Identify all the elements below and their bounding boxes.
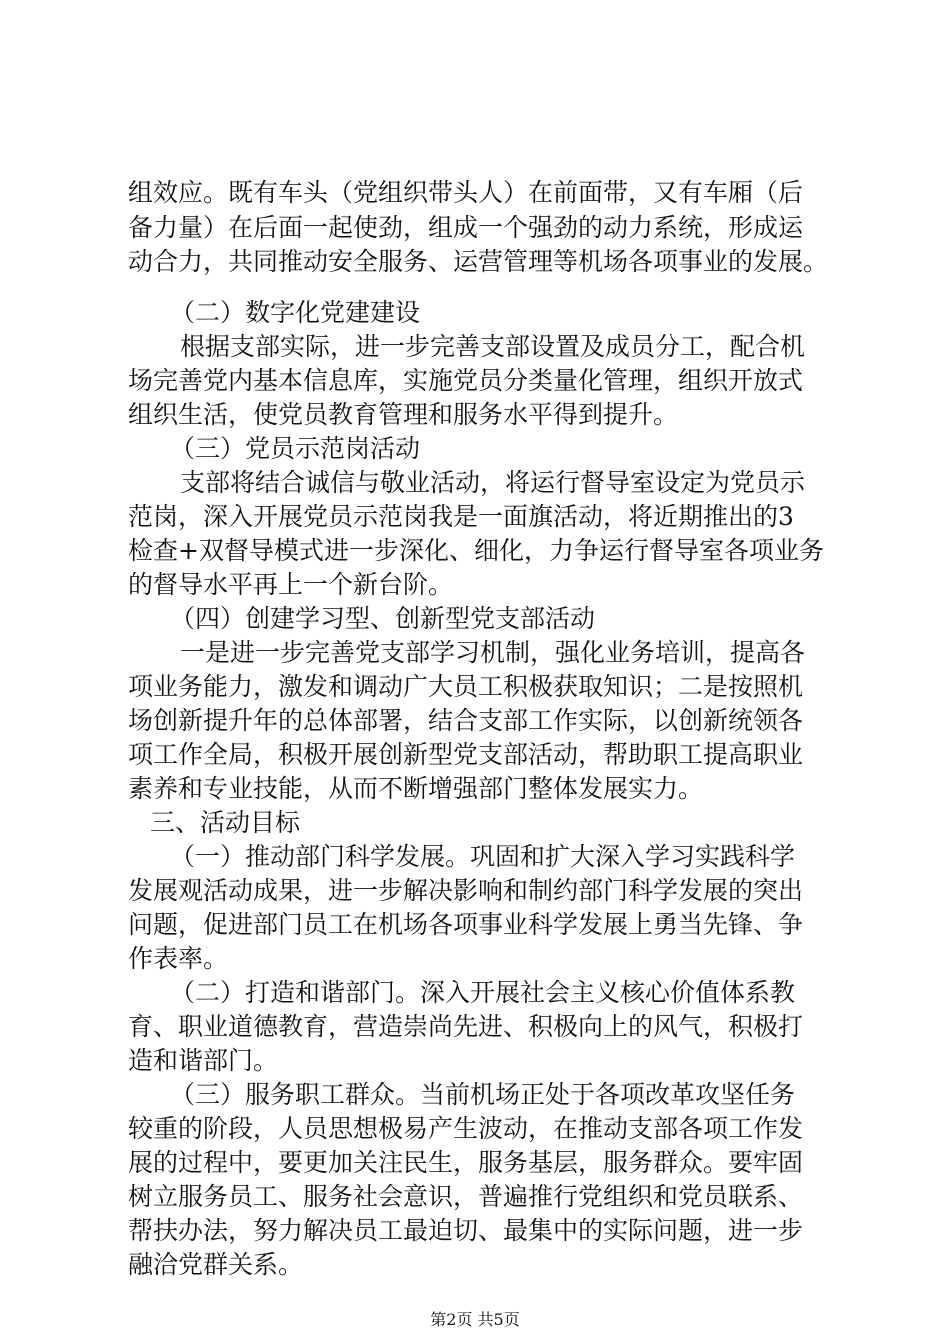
text-line: 场完善党内基本信息库，实施党员分类量化管理，组织开放式 [128, 366, 804, 395]
text-line: 造和谐部门。 [128, 1046, 279, 1075]
text-line: （三）服务职工群众。当前机场正处于各项改革攻坚任务 [170, 1080, 796, 1109]
text-line: 融洽党群关系。 [128, 1250, 304, 1279]
text-line: （一）推动部门科学发展。巩固和扩大深入学习实践科学 [170, 842, 796, 871]
text-line: 项工作全局，积极开展创新型党支部活动，帮助职工提高职业 [128, 740, 804, 769]
text-line: 组效应。既有车头（党组织带头人）在前面带，又有车厢（后 [128, 178, 804, 207]
section-heading: （二）数字化党建建设 [170, 298, 421, 327]
text-line: 支部将结合诚信与敬业活动，将运行督导室设定为党员示 [180, 468, 806, 497]
text-line: 素养和专业技能，从而不断增强部门整体发展实力。 [128, 774, 704, 803]
text-line: 帮扶办法，努力解决员工最迫切、最集中的实际问题，进一步 [128, 1216, 804, 1245]
text-line: 备力量）在后面一起使劲，组成一个强劲的动力系统，形成运 [128, 213, 804, 242]
text-line: 范岗，深入开展党员示范岗我是一面旗活动，将近期推出的3 [128, 502, 794, 531]
text-line: （二）打造和谐部门。深入开展社会主义核心价值体系教 [170, 978, 796, 1007]
page-footer: 第2页 共5页 [430, 1310, 520, 1329]
text-line: 一是进一步完善党支部学习机制，强化业务培训，提高各 [180, 638, 806, 667]
text-line: 发展观活动成果，进一步解决影响和制约部门科学发展的突出 [128, 876, 804, 905]
text-line: 作表率。 [128, 944, 229, 973]
text-line: 组织生活，使党员教育管理和服务水平得到提升。 [128, 400, 679, 429]
text-line: 动合力，共同推动安全服务、运营管理等机场各项事业的发展。 [128, 247, 829, 276]
section-heading: （三）党员示范岗活动 [170, 434, 421, 463]
text-line: 场创新提升年的总体部署，结合支部工作实际，以创新统领各 [128, 706, 804, 735]
text-line: 项业务能力，激发和调动广大员工积极获取知识；二是按照机 [128, 672, 804, 701]
text-line: 育、职业道德教育，营造崇尚先进、积极向上的风气，积极打 [128, 1012, 804, 1041]
text-line: 较重的阶段，人员思想极易产生波动，在推动支部各项工作发 [128, 1114, 804, 1143]
text-line: 的督导水平再上一个新台阶。 [128, 570, 454, 599]
section-heading: 三、活动目标 [150, 808, 301, 837]
section-heading: （四）创建学习型、创新型党支部活动 [170, 604, 596, 633]
text-line: 树立服务员工、服务社会意识，普遍推行党组织和党员联系、 [128, 1182, 804, 1211]
text-line: 根据支部实际，进一步完善支部设置及成员分工，配合机 [180, 332, 806, 361]
text-line: 问题，促进部门员工在机场各项事业科学发展上勇当先锋、争 [128, 910, 804, 939]
text-line: 检查+双督导模式进一步深化、细化，力争运行督导室各项业务 [128, 536, 824, 565]
text-line: 展的过程中，要更加关注民生，服务基层，服务群众。要牢固 [128, 1148, 804, 1177]
